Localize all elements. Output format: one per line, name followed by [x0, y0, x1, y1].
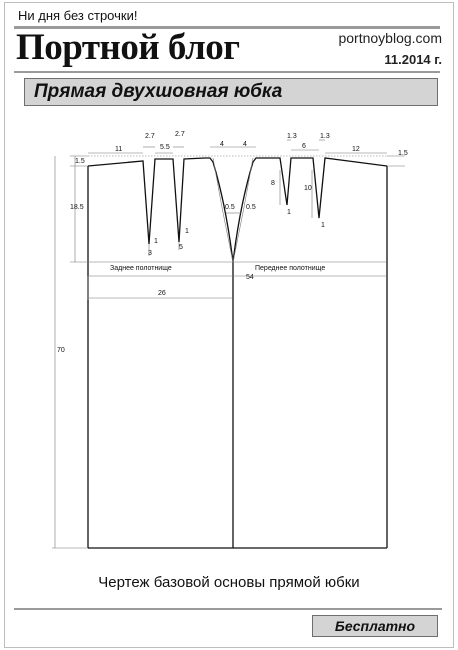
- label-side-offset-right: 0.5: [246, 204, 256, 211]
- label-front-dart2-width: 1.3: [320, 133, 330, 140]
- back-panel-label: Заднее полотнище: [110, 265, 172, 272]
- label-back-dart-spacing: 5.5: [160, 144, 170, 151]
- label-hip-depth: 18.5: [70, 204, 84, 211]
- label-skirt-length: 70: [57, 347, 65, 354]
- label-tick-1: 1: [154, 238, 158, 245]
- free-badge-label: Бесплатно: [334, 618, 416, 634]
- label-back-dart1-length: 3: [148, 250, 152, 257]
- label-waist-rise-right: 1.5: [398, 150, 408, 157]
- label-front-dart-spacing: 6: [302, 143, 306, 150]
- label-front-dart1-width: 1.3: [287, 133, 297, 140]
- label-front-waist-to-dart: 12: [352, 146, 360, 153]
- issue-date: 11.2014 г.: [384, 52, 442, 67]
- front-panel-label: Переднее полотнище: [255, 265, 326, 272]
- label-tick-2: 1: [185, 228, 189, 235]
- blog-title: Портной блог: [16, 27, 240, 68]
- label-tick-4: 1: [321, 222, 325, 229]
- label-back-waist-to-dart: 11: [115, 146, 123, 153]
- article-title: Прямая двухшовная юбка: [34, 81, 283, 102]
- label-back-dart2-length: 5: [179, 244, 183, 251]
- pattern-outline: [88, 158, 387, 548]
- label-tick-3: 1: [287, 209, 291, 216]
- label-back-dart1-width: 2.7: [145, 133, 155, 140]
- label-waist-rise-left: 1.5: [75, 158, 85, 165]
- label-back-width: 26: [158, 290, 166, 297]
- slogan: Ни дня без строчки!: [18, 8, 138, 23]
- drawing-caption: Чертеж базовой основы прямой юбки: [98, 574, 360, 591]
- label-side-left: 4: [220, 141, 224, 148]
- bottom-divider: [14, 608, 442, 610]
- label-side-offset-left: 0.5: [225, 204, 235, 211]
- site-url[interactable]: portnoyblog.com: [338, 30, 442, 46]
- label-front-dart2-length: 10: [304, 185, 312, 192]
- construction-lines: [52, 140, 405, 548]
- waist-and-darts-line: [88, 158, 387, 262]
- free-badge[interactable]: [312, 615, 438, 637]
- label-front-dart1-length: 8: [271, 180, 275, 187]
- label-hip-width-total: 54: [246, 274, 254, 281]
- label-side-right: 4: [243, 141, 247, 148]
- label-back-dart2-width: 2.7: [175, 131, 185, 138]
